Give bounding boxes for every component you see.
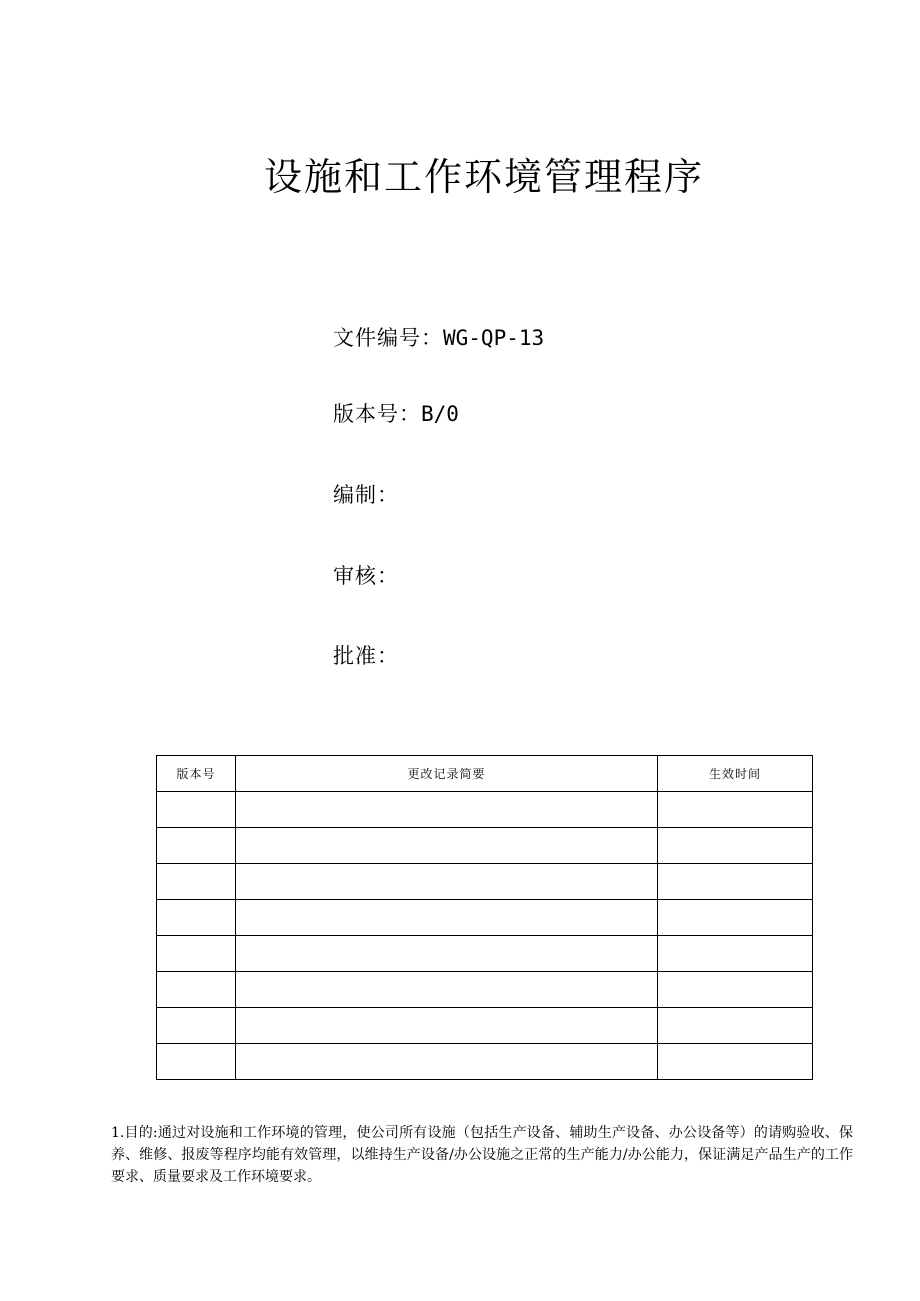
- table-row: [157, 1008, 813, 1044]
- cell-version: [157, 828, 236, 864]
- cell-change-summary: [236, 972, 658, 1008]
- header-effective-date: 生效时间: [658, 756, 813, 792]
- version-field: [333, 398, 459, 428]
- cell-effective-date: [658, 936, 813, 972]
- doc-number-label: 文件编号：: [333, 326, 443, 350]
- reviewed-label: 审核：: [333, 564, 399, 588]
- cell-change-summary: [236, 936, 658, 972]
- prepared-field: [333, 479, 399, 509]
- doc-number-field: [333, 322, 544, 352]
- prepared-label: 编制：: [333, 483, 399, 507]
- header-version: 版本号: [157, 756, 236, 792]
- cell-change-summary: [236, 1008, 658, 1044]
- cell-effective-date: [658, 1008, 813, 1044]
- version-value: B/0: [421, 402, 459, 426]
- cell-version: [157, 1008, 236, 1044]
- page-title: 设施和工作环境管理程序: [263, 155, 704, 199]
- cell-change-summary: [236, 792, 658, 828]
- cell-change-summary: [236, 1044, 658, 1080]
- table-row: [157, 972, 813, 1008]
- cell-version: [157, 792, 236, 828]
- table-row: [157, 828, 813, 864]
- cell-version: [157, 864, 236, 900]
- cell-version: [157, 900, 236, 936]
- cell-change-summary: [236, 864, 658, 900]
- purpose-paragraph: 1.目的:通过对设施和工作环境的管理，使公司所有设施（包括生产设备、辅助生产设备、办公设备等）的请购验收、保养、维修、报废等程序均能有效管理，以维持生产设备/办公设施之正常的生产能力/办公能力，保证满足产品生产的工作要求、质量要求及工作环境要求。: [111, 1125, 853, 1185]
- approved-field: [333, 640, 399, 670]
- cell-effective-date: [658, 900, 813, 936]
- table-row: [157, 900, 813, 936]
- cell-change-summary: [236, 828, 658, 864]
- revision-table: [156, 755, 813, 1080]
- table-row: [157, 792, 813, 828]
- cell-effective-date: [658, 828, 813, 864]
- table-row: [157, 936, 813, 972]
- cell-effective-date: [658, 792, 813, 828]
- cell-effective-date: [658, 864, 813, 900]
- cell-effective-date: [658, 972, 813, 1008]
- cell-version: [157, 936, 236, 972]
- header-change-summary: 更改记录简要: [236, 756, 658, 792]
- table-row: [157, 1044, 813, 1080]
- cell-effective-date: [658, 1044, 813, 1080]
- cell-version: [157, 1044, 236, 1080]
- cell-version: [157, 972, 236, 1008]
- table-row: [157, 864, 813, 900]
- cell-change-summary: [236, 900, 658, 936]
- revision-table-header-row: [157, 756, 813, 792]
- doc-number-value: WG-QP-13: [443, 326, 545, 350]
- reviewed-field: [333, 560, 399, 590]
- version-label: 版本号：: [333, 402, 421, 426]
- approved-label: 批准：: [333, 644, 399, 668]
